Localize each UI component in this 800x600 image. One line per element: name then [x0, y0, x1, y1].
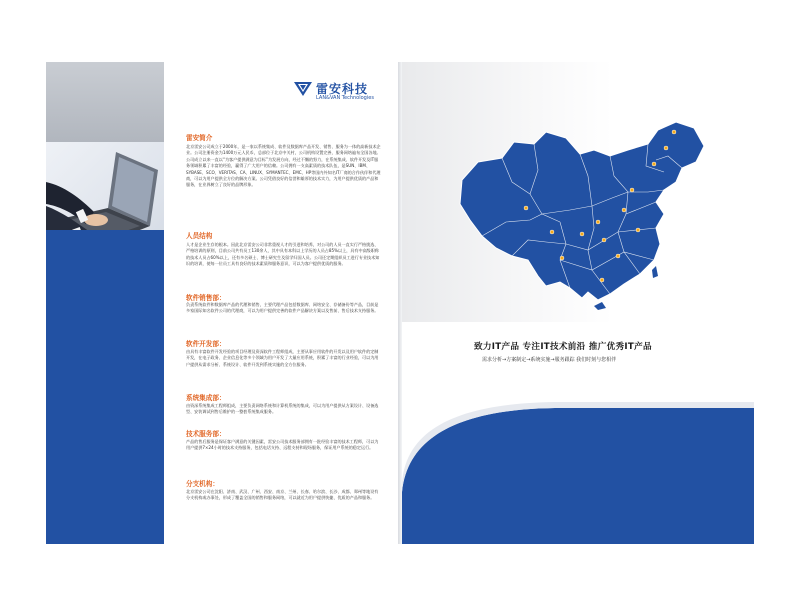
- section-body-branches: 北京雷安公司在沈阳、济南、武汉、广州、西安、南京、兰州、长春、哈尔滨、长沙、成都、郑州等地设有分支机构或办事处，形成了覆盖全国的销售和服务网络，可以就近为用户提供快捷、优质的产品和服务。: [186, 489, 379, 501]
- section-body-software-sales: 负责系统软件和数据库产品的代理和销售，主要代理产品包括数据库、网络安全、存储备份等产品，目前是多家国际知名软件公司的代理商，可以为用户提供完善的软件产品解决方案以及售前、售后技术支持服务。: [186, 302, 379, 314]
- slogan: 致力IT产品 专注IT技术前沿 推广优秀IT产品: [474, 342, 652, 352]
- company-logo: [294, 80, 404, 110]
- left-top-band: [46, 62, 164, 142]
- cover-right-page: [402, 62, 754, 544]
- section-body-software-dev: 由具有丰富软件开发经验的项目经理及资深软件工程师组成，主要从事应用软件的开发以及用户软件的定制开发，在电子政务、企业信息化等多个领域为用户开发了大量应用系统，积累了丰富的行业经验，可以为用户提供从需求分析、系统设计、软件开发到系统实施的全方位服务。: [186, 349, 379, 367]
- section-body-staff: 人才是企业生存的根本。因此北京雷安公司非常重视人才的引进和培养，对公司的人员一直实行严格挑选、严格培训的原则，目前公司共有员工130余人，其中具有本科以上学历的人员占85%以上，具有中高级职称的技术人员占60%以上，还有多名硕士、博士研究生及留学归国人员。公司还定期组织员工进行专业技术知识的培训，使每一位员工具有良好的技术素质和服务意识，可以为客户提供优质的服务。: [186, 242, 380, 267]
- logo-name-en: LAN&VAN Technologies: [316, 95, 374, 101]
- section-title-intro: 雷安简介: [186, 134, 213, 142]
- section-body-tech-service: 产品的售后服务是保证客户满意的关键因素，雷安公司技术服务部拥有一批经验丰富的技术工程师，可以为用户提供7×24小时的技术支持服务，包括电话支持、远程支持和现场服务，保证用户系统的稳定运行。: [186, 439, 379, 451]
- left-blue-band: [46, 230, 164, 544]
- section-title-integration: 系统集成部：: [186, 394, 226, 402]
- bottom-blue-wave: [402, 62, 754, 544]
- cover-left-panel: [46, 62, 164, 544]
- section-title-software-dev: 软件开发部：: [186, 340, 226, 348]
- section-body-integration: 由资深系统集成工程师组成，主要负责网络系统和计算机系统的集成，可以为用户提供从方案设计、设备选型、安装调试到售后维护的一整套系统集成服务。: [186, 403, 379, 415]
- logo-name-cn: 雷安科技: [316, 82, 369, 96]
- company-profile-page: [164, 62, 400, 544]
- section-title-software-sales: 软件销售部：: [186, 294, 226, 302]
- section-body-intro: 北京雷安公司成立于2000年，是一家以系统集成、软件及数据库产品开发、销售、服务为一体的高新技术企业。公司注册资金为1400万元人民币，总部位于北京中关村，公司机构设置完善，服务网络遍布全国各地。公司成立以来一直以“为客户提供满意为目标”为发展方向，经过不懈的努力，在系统集成、软件开发及IT服务领域积累了丰富的经验，赢得了广大用户的信赖。公司拥有一支高素质的技术队伍，是SUN、IBM、SYBASE、SCO、VERITAS、CA、LINUX、SYMANTEC、EMC、HP等国内外知名IT厂商的合作伙伴和代理商，可以为用户提供全方位的解决方案。公司凭借良好的信誉和雄厚的技术实力，为用户提供优质的产品和服务，在业界树立了良好的品牌形象。: [186, 144, 381, 188]
- section-title-tech-service: 技术服务部：: [186, 430, 226, 438]
- section-title-branches: 分支机构：: [186, 480, 219, 488]
- logo-triangle-mark: [294, 82, 312, 96]
- service-tagline: 需求分析→方案制定→系统实施→服务跟踪 我们时刻与您相伴: [482, 357, 617, 363]
- section-title-staff: 人员结构: [186, 232, 213, 240]
